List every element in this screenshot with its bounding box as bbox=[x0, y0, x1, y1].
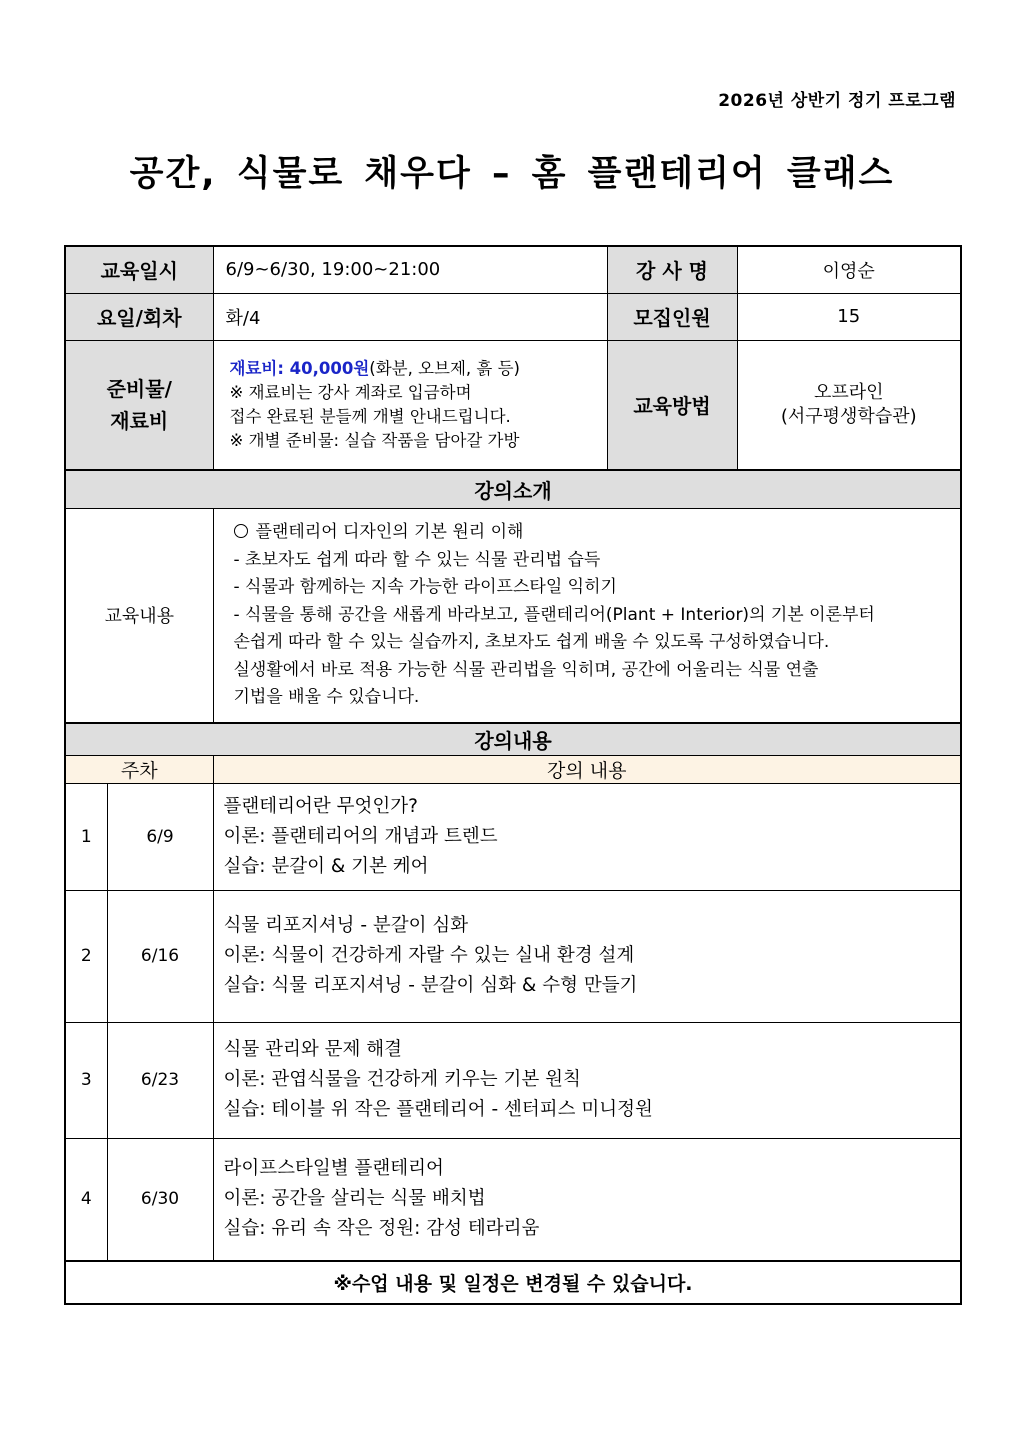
intro-content bbox=[213, 508, 961, 723]
week-practice: 실습: 테이블 위 작은 플랜테리어 - 센터피스 미니정원 bbox=[223, 1099, 653, 1120]
content-column-header: 강의 내용 bbox=[213, 755, 961, 783]
materials-note-2: 접수 완료된 분들께 개별 안내드립니다. bbox=[229, 406, 511, 426]
method-value-line-2: (서구평생학습관) bbox=[780, 405, 917, 427]
materials-label-line-2: 재료비 bbox=[110, 408, 169, 433]
week-topic: 식물 리포지셔닝 - 분갈이 심화 bbox=[223, 915, 469, 936]
intro-section-title: 강의소개 bbox=[65, 470, 961, 508]
program-label: 2026년 상반기 정기 프로그램 bbox=[718, 91, 956, 111]
week-content bbox=[213, 1022, 961, 1138]
page-title: 공간, 식물로 채우다 – 홈 플랜테리어 클래스 bbox=[129, 154, 895, 194]
week-topic: 라이프스타일별 플랜테리어 bbox=[223, 1158, 444, 1180]
intro-label: 교육내용 bbox=[65, 508, 213, 723]
day-label: 요일/회차 bbox=[65, 293, 213, 340]
week-content bbox=[213, 783, 961, 890]
schedule-value: 6/9~6/30, 19:00~21:00 bbox=[213, 246, 607, 293]
intro-line-5: 실생활에서 바로 적용 가능한 식물 관리법을 익히며, 공간에 어울리는 식물 연출 bbox=[233, 659, 819, 680]
week-column-header: 주차 bbox=[65, 755, 213, 783]
method-label: 교육방법 bbox=[607, 340, 737, 470]
week-theory: 이론: 플랜테리어의 개념과 트렌드 bbox=[223, 825, 498, 847]
week-theory: 이론: 식물이 건강하게 자랄 수 있는 실내 환경 설계 bbox=[223, 945, 635, 966]
capacity-value: 15 bbox=[737, 293, 961, 340]
intro-line-3: - 식물을 통해 공간을 새롭게 바라보고, 플랜테리어(Plant + Interior)의 기본 이론부터 bbox=[233, 604, 875, 625]
schedule-label: 교육일시 bbox=[65, 246, 213, 293]
week-topic: 식물 관리와 문제 해결 bbox=[223, 1039, 402, 1060]
materials-fee-items: (화분, 오브제, 흙 등) bbox=[369, 358, 520, 378]
week-number: 4 bbox=[65, 1138, 107, 1261]
week-date: 6/9 bbox=[107, 783, 213, 890]
week-date: 6/16 bbox=[107, 890, 213, 1022]
circle-bullet-icon bbox=[234, 524, 248, 538]
instructor-value: 이영순 bbox=[737, 246, 961, 293]
week-number: 1 bbox=[65, 783, 107, 890]
materials-note-3: ※ 개별 준비물: 실습 작품을 담아갈 가방 bbox=[229, 430, 520, 450]
schedule-change-notice: ※수업 내용 및 일정은 변경될 수 있습니다. bbox=[65, 1261, 961, 1304]
week-date: 6/30 bbox=[107, 1138, 213, 1261]
week-content bbox=[213, 890, 961, 1022]
day-value: 화/4 bbox=[213, 293, 607, 340]
capacity-label: 모집인원 bbox=[607, 293, 737, 340]
method-value-line-1: 오프라인 bbox=[813, 381, 884, 403]
materials-fee-amount: 재료비: 40,000원 bbox=[229, 358, 370, 378]
materials-label bbox=[65, 340, 213, 470]
table-row bbox=[65, 783, 961, 890]
instructor-label: 강 사 명 bbox=[607, 246, 737, 293]
week-date: 6/23 bbox=[107, 1022, 213, 1138]
method-value bbox=[737, 340, 961, 470]
materials-label-line-1: 준비물/ bbox=[106, 376, 172, 401]
table-row bbox=[65, 890, 961, 1022]
intro-line-0: 플랜테리어 디자인의 기본 원리 이해 bbox=[234, 519, 961, 547]
week-number: 2 bbox=[65, 890, 107, 1022]
intro-line-6: 기법을 배울 수 있습니다. bbox=[233, 687, 420, 707]
week-theory: 이론: 공간을 살리는 식물 배치법 bbox=[223, 1188, 486, 1210]
intro-line-1: - 초보자도 쉽게 따라 할 수 있는 식물 관리법 습득 bbox=[233, 549, 601, 570]
curriculum-section-title: 강의내용 bbox=[65, 723, 961, 755]
materials-fee bbox=[230, 357, 607, 381]
week-practice: 실습: 유리 속 작은 정원: 감성 테라리움 bbox=[223, 1218, 540, 1240]
intro-line-4: 손쉽게 따라 할 수 있는 실습까지, 초보자도 쉽게 배울 수 있도록 구성하였습니다. bbox=[233, 632, 830, 652]
week-topic: 플랜테리어란 무엇인가? bbox=[223, 795, 418, 817]
intro-line-2: - 식물과 함께하는 지속 가능한 라이프스타일 익히기 bbox=[233, 577, 617, 597]
week-practice: 실습: 분갈이 & 기본 케어 bbox=[223, 855, 429, 877]
table-row bbox=[65, 1138, 961, 1261]
week-theory: 이론: 관엽식물을 건강하게 키우는 기본 원칙 bbox=[223, 1069, 581, 1090]
week-practice: 실습: 식물 리포지셔닝 - 분갈이 심화 & 수형 만들기 bbox=[223, 975, 638, 996]
materials-value bbox=[213, 340, 607, 470]
table-row bbox=[65, 1022, 961, 1138]
week-content bbox=[213, 1138, 961, 1261]
program-table bbox=[64, 245, 962, 1305]
week-number: 3 bbox=[65, 1022, 107, 1138]
materials-note-1: ※ 재료비는 강사 계좌로 입금하며 bbox=[229, 382, 472, 402]
